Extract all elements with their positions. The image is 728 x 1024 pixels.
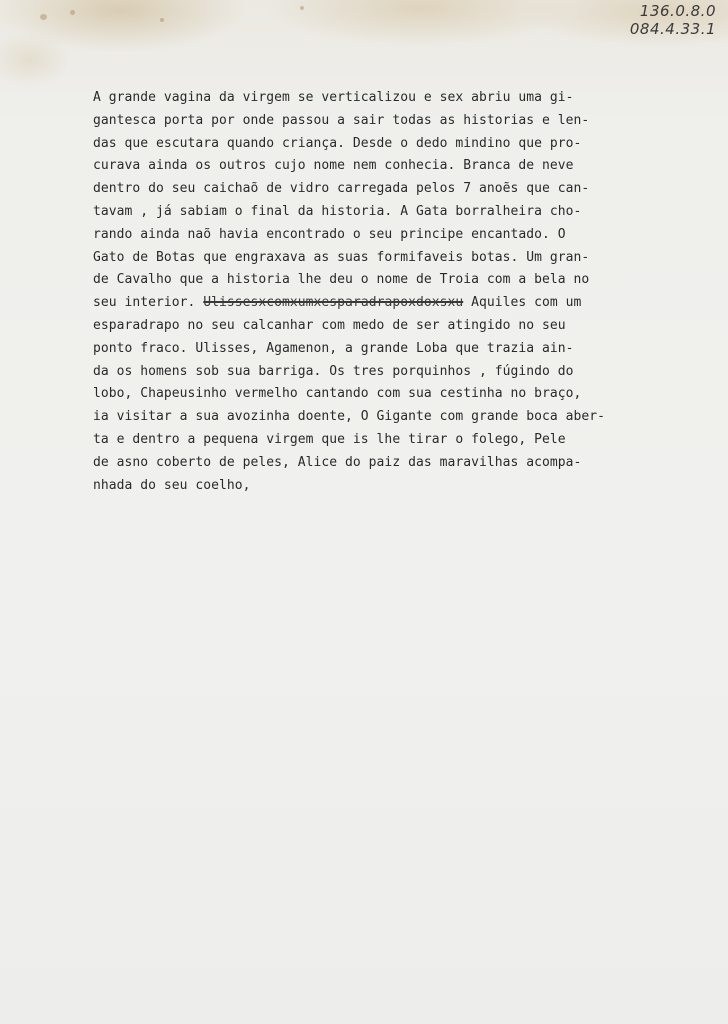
- struck-through-text: Ulissesxcomxumxesparadrapoxdoxsxu: [203, 295, 464, 311]
- ink-stain: [300, 6, 304, 10]
- text-line: ta e dentro a pequena virgem que is lhe tirar o folego, Pele: [93, 431, 566, 447]
- text-line: A grande vagina da virgem se verticalizou e sex abriu uma gi-: [93, 90, 574, 105]
- text-line: [93, 292, 693, 315]
- text-line: de asno coberto de peles, Alice do paiz das maravilhas acompa-: [93, 454, 582, 470]
- ink-stain: [70, 10, 75, 15]
- archive-code-line: 084.4.33.1: [629, 20, 716, 38]
- text-line: rando ainda naõ havia encontrado o seu principe encantado. O: [93, 226, 566, 242]
- text-line: ponto fraco. Ulisses, Agamenon, a grande Loba que trazia ain-: [93, 340, 574, 356]
- ink-stain: [160, 18, 164, 22]
- archive-code-line: 136.0.8.0: [639, 2, 716, 20]
- text-line: da os homens sob sua barriga. Os tres porquinhos , fúgindo do: [93, 363, 574, 379]
- text-line: de Cavalho que a historia lhe deu o nome de Troia com a bela no: [93, 272, 590, 288]
- ink-stain: [40, 14, 47, 20]
- text-segment: seu interior.: [93, 295, 204, 311]
- text-line: Gato de Botas que engraxava as suas formifaveis botas. Um gran-: [93, 249, 590, 265]
- text-line: curava ainda os outros cujo nome nem conhecia. Branca de neve: [93, 158, 574, 174]
- text-line: esparadrapo no seu calcanhar com medo de ser atingido no seu: [93, 317, 566, 333]
- text-line: das que escutara quando criança. Desde o dedo mindino que pro-: [93, 135, 582, 151]
- text-line: tavam , já sabiam o final da historia. A Gata borralheira cho-: [93, 203, 582, 219]
- text-line: nhada do seu coelho,: [93, 477, 251, 493]
- body-text: [93, 87, 693, 497]
- text-line: lobo, Chapeusinho vermelho cantando com sua cestinha no braço,: [93, 386, 582, 402]
- archive-code: [606, 2, 716, 38]
- text-line: gantesca porta por onde passou a sair todas as historias e len-: [93, 112, 590, 128]
- text-line: ia visitar a sua avozinha doente, O Gigante com grande boca aber-: [93, 409, 605, 425]
- text-line: dentro do seu caichaõ de vidro carregada pelos 7 anoẽs que can-: [93, 181, 590, 197]
- text-segment: Aquiles com um: [463, 295, 582, 311]
